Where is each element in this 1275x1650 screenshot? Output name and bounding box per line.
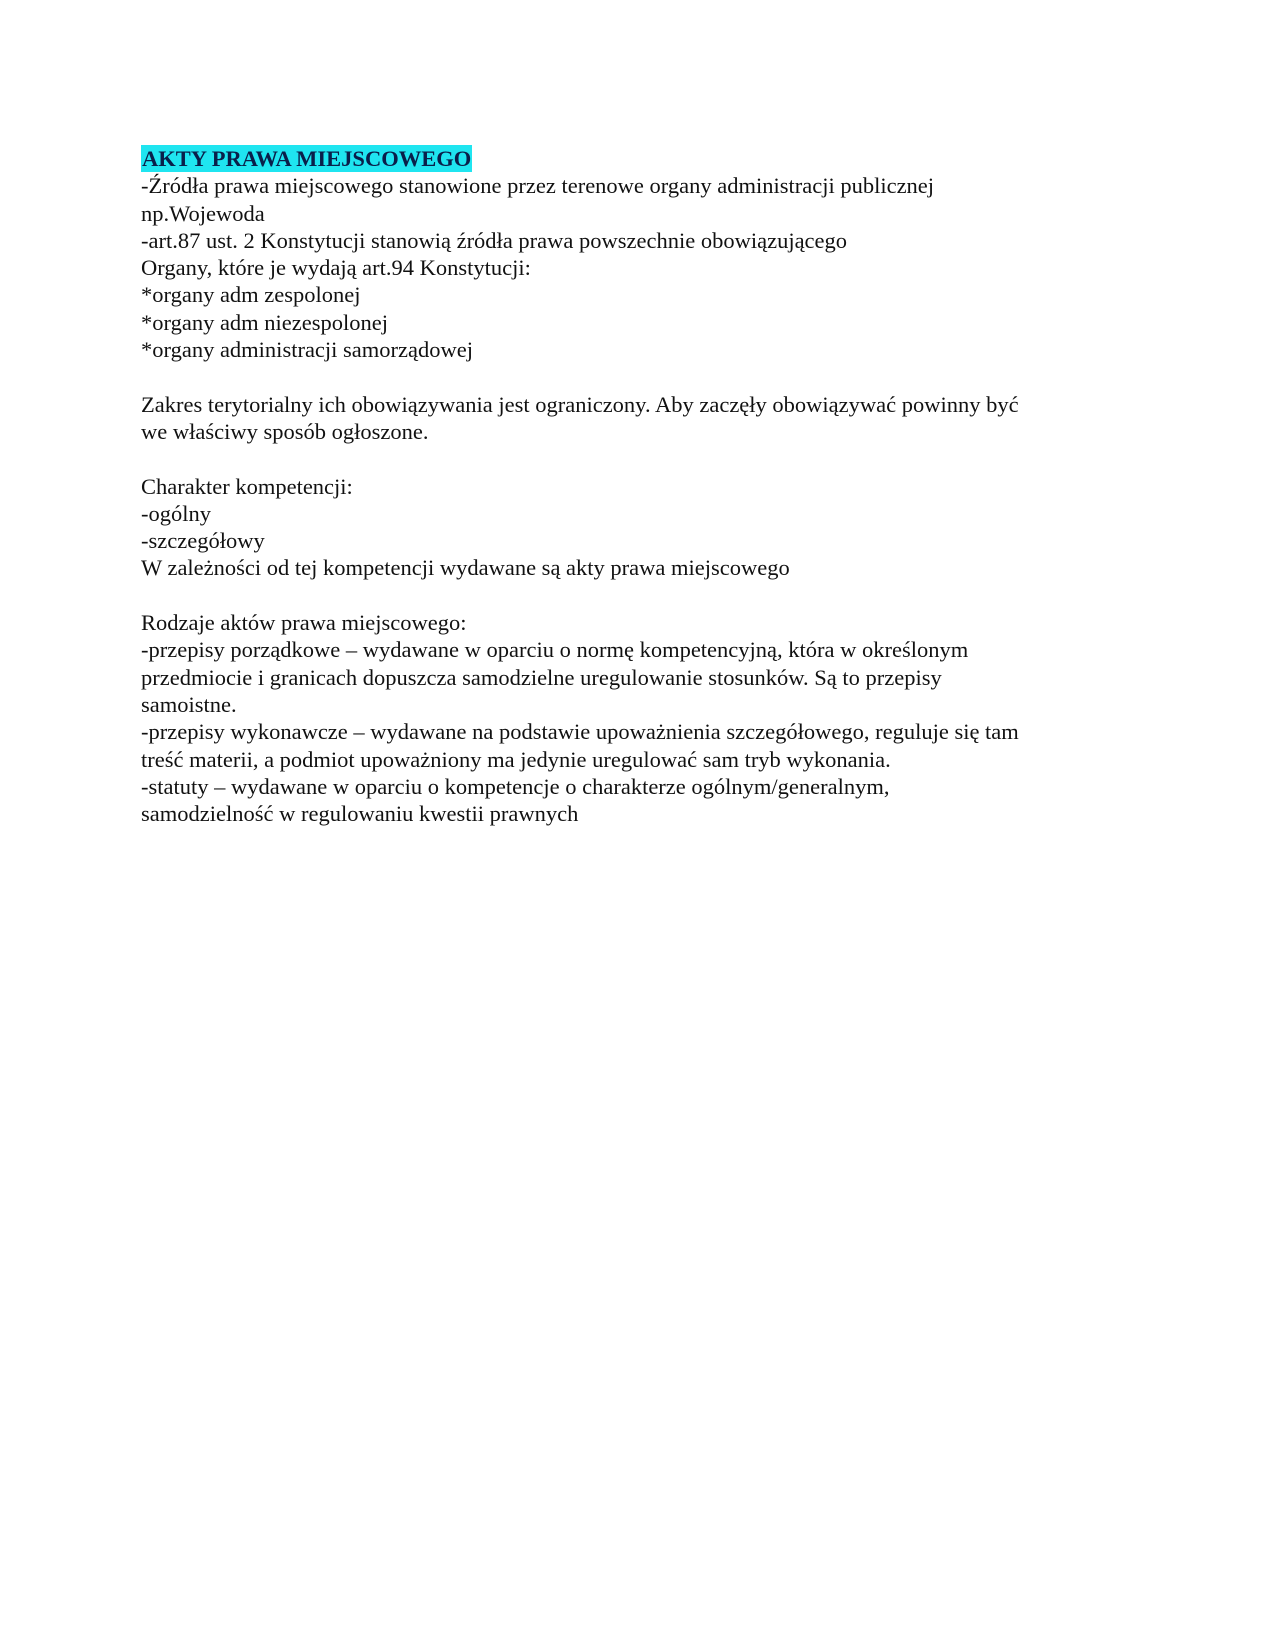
text-line: Organy, które je wydają art.94 Konstytucji: [141,255,531,281]
list-item: *organy adm niezespolonej [141,309,389,335]
text-line: treść materii, a podmiot upoważniony ma jedynie uregulować sam tryb wykonania. [141,746,891,772]
section-heading: Rodzaje aktów prawa miejscowego: [141,610,467,636]
list-item: -ogólny [141,500,211,526]
text-line: -art.87 ust. 2 Konstytucji stanowią źródła prawa powszechnie obowiązującego [141,227,848,253]
text-line: -Źródła prawa miejscowego stanowione przez terenowe organy administracji publicznej [141,173,935,199]
paragraph-spacer [141,582,1131,609]
section-sources [141,172,1131,363]
document-title: AKTY PRAWA MIEJSCOWEGO [142,146,472,171]
text-line: -przepisy porządkowe – wydawane w oparciu o normę kompetencyjną, która w określonym [141,637,969,663]
paragraph-spacer [141,445,1131,472]
text-line: przedmiocie i granicach dopuszcza samodzielne uregulowanie stosunków. Są to przepisy [141,664,942,690]
section-competence [141,473,1131,582]
text-line: W zależności od tej kompetencji wydawane są akty prawa miejscowego [141,555,790,581]
paragraph-spacer [141,363,1131,390]
list-item: *organy administracji samorządowej [141,337,473,363]
section-territorial-scope [141,391,1131,446]
text-line: samodzielność w regulowaniu kwestii prawnych [141,801,579,827]
list-item: -szczegółowy [141,528,265,554]
text-line: -przepisy wykonawcze – wydawane na podstawie upoważnienia szczegółowego, reguluje się tam [141,719,1019,745]
text-line: Zakres terytorialny ich obowiązywania jest ograniczony. Aby zaczęły obowiązywać powinny być [141,391,1019,417]
document-body [141,145,1131,827]
text-line: -statuty – wydawane w oparciu o kompetencje o charakterze ogólnym/generalnym, [141,773,890,799]
section-heading: Charakter kompetencji: [141,473,353,499]
text-line: we właściwy sposób ogłoszone. [141,418,429,444]
title-line [141,145,1131,172]
section-act-types [141,609,1131,827]
text-line: samoistne. [141,691,237,717]
list-item: *organy adm zespolonej [141,282,361,308]
text-line: np.Wojewoda [141,200,265,226]
